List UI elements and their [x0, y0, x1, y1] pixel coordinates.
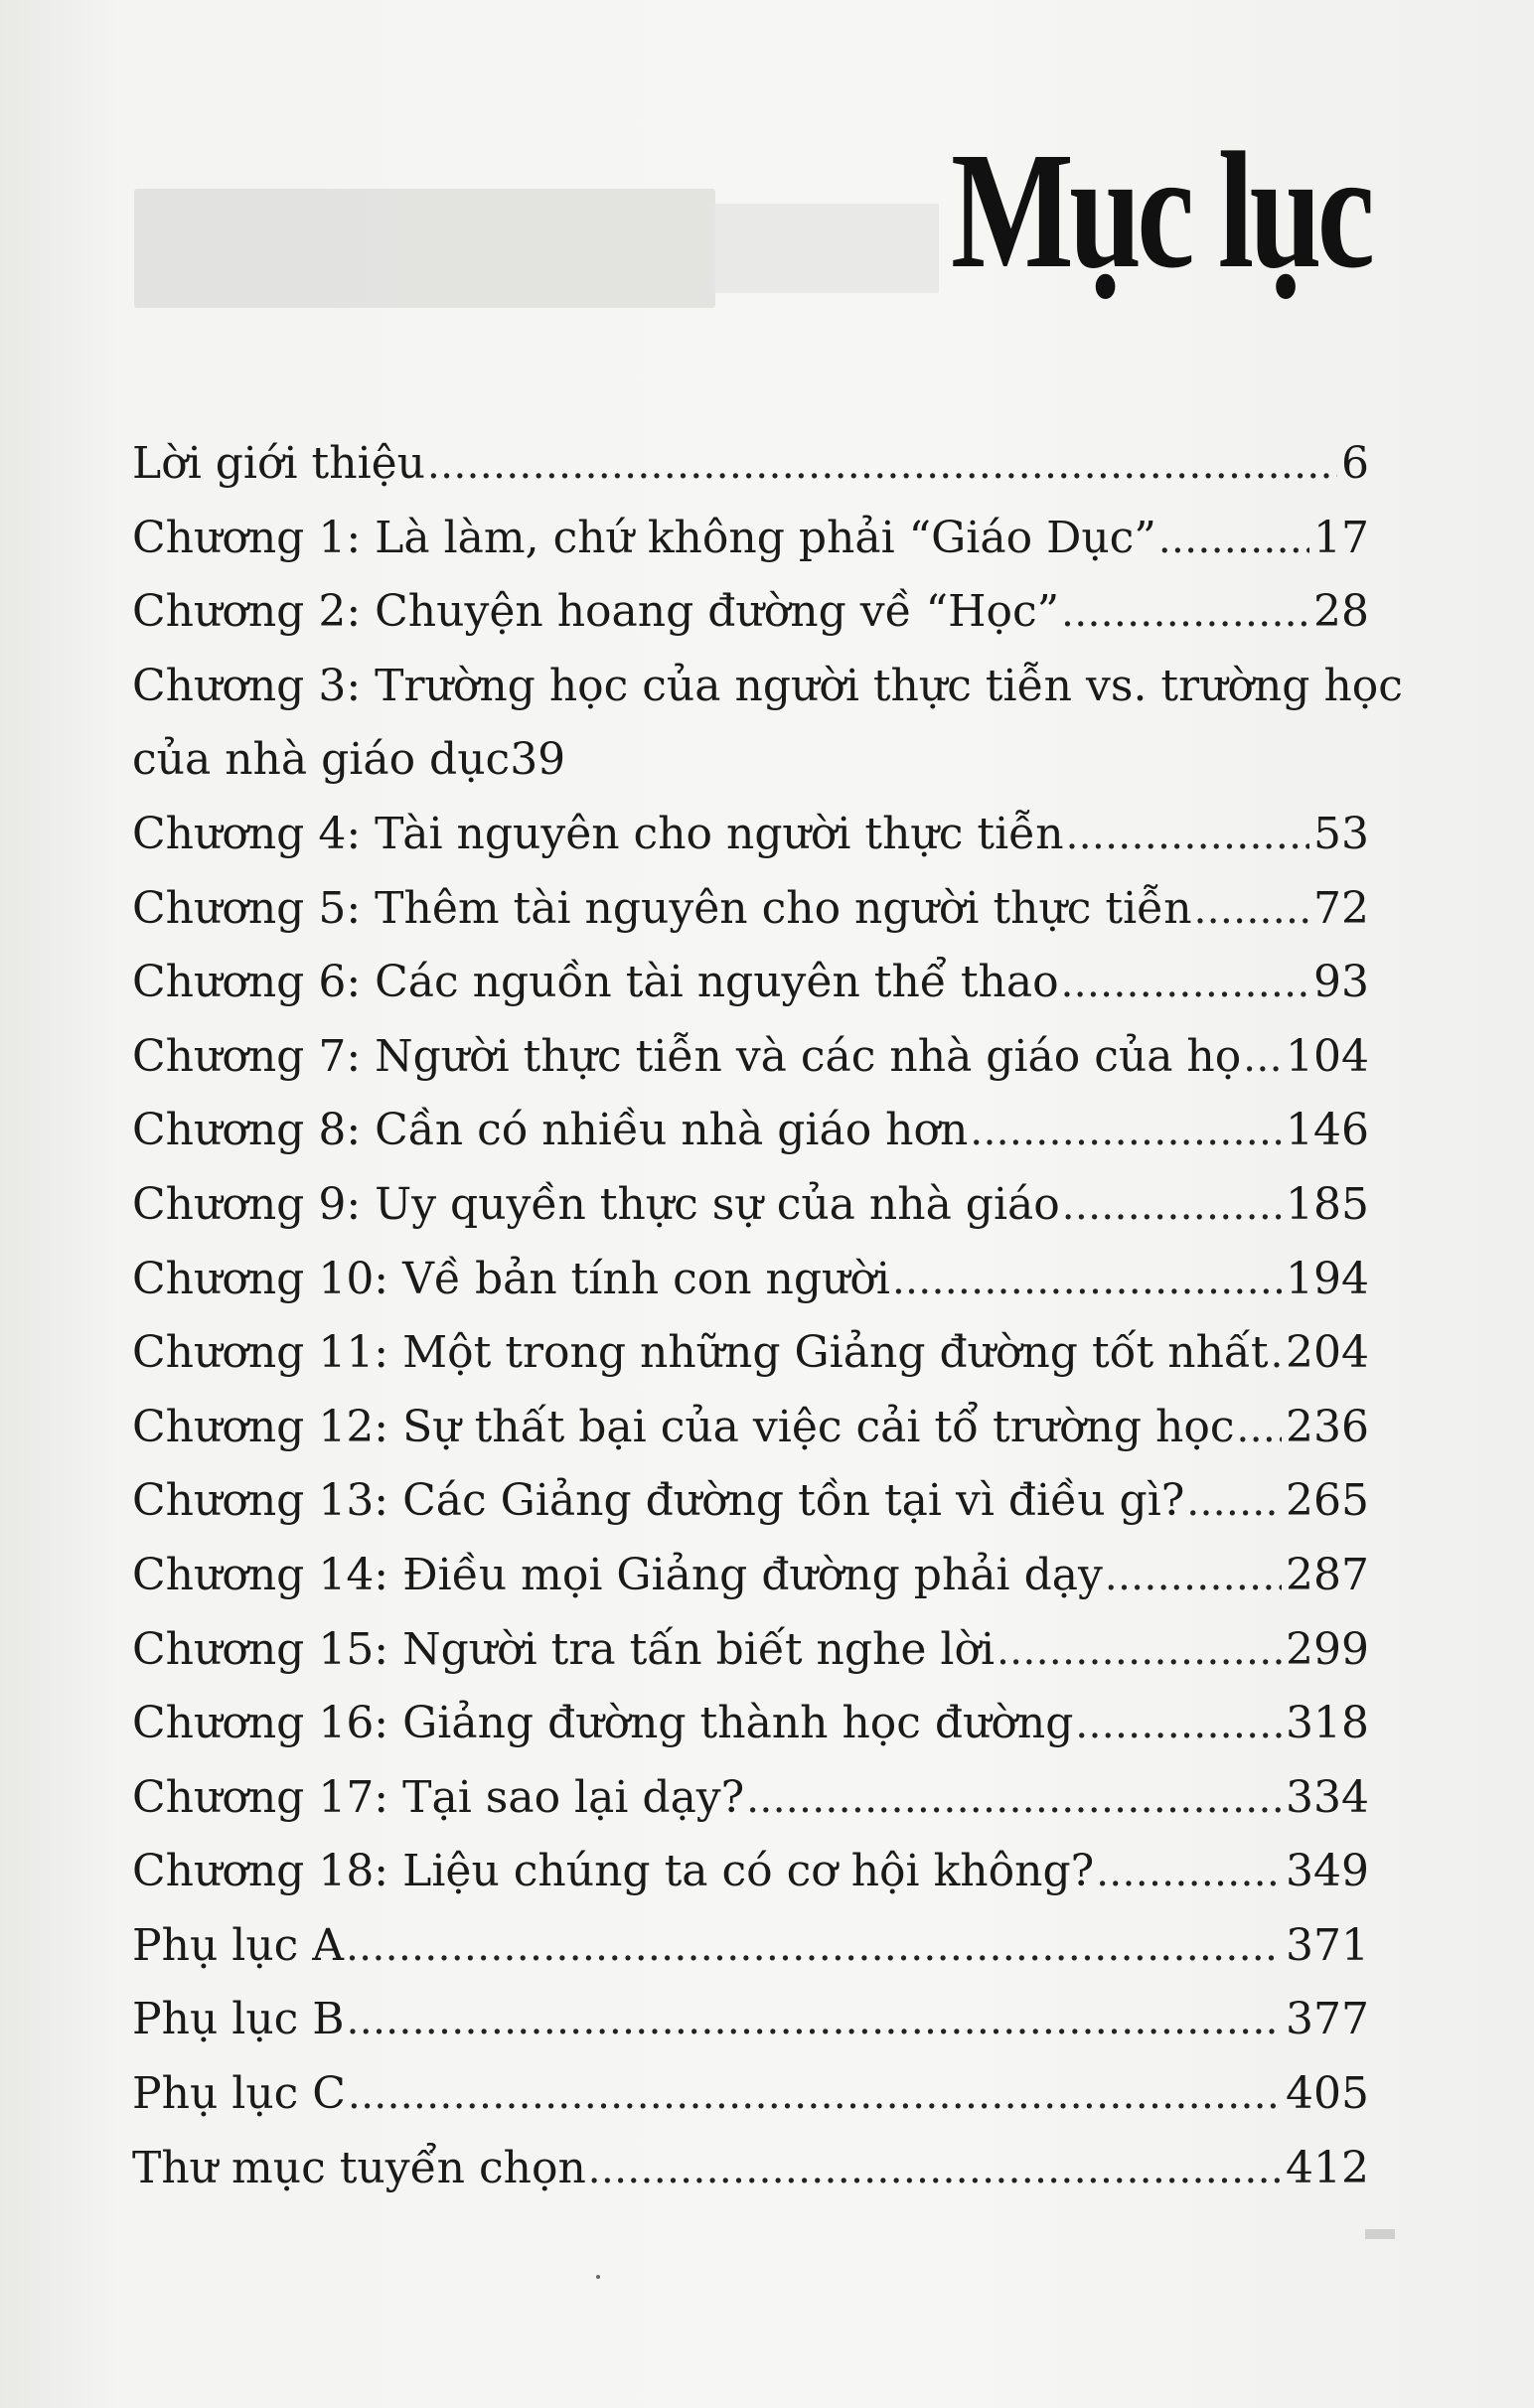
dot-leader: [1066, 799, 1309, 873]
toc-entry-label: Chương 6: Các nguồn tài nguyên thể thao: [132, 957, 1059, 1008]
toc-entry-page: 53: [1313, 808, 1369, 859]
dot-leader: [427, 428, 1337, 503]
dot-leader: [1075, 1688, 1282, 1762]
toc-entry-label-line2: của nhà giáo dục: [132, 734, 511, 786]
toc-entry-page: 236: [1286, 1401, 1369, 1452]
toc-entry-label: Chương 14: Điều mọi Giảng đường phải dạy: [132, 1549, 1103, 1600]
toc-entry: [132, 1983, 1369, 2057]
toc-entry: [132, 1909, 1369, 1984]
show-through-band: [134, 189, 715, 308]
toc-entry-label: Chương 15: Người tra tấn biết nghe lời: [132, 1623, 996, 1675]
toc-entry-label: Chương 12: Sự thất bại của việc cải tổ trường học: [132, 1401, 1235, 1452]
toc-entry: [132, 1687, 1369, 1761]
toc-entry-page: 185: [1286, 1178, 1369, 1230]
toc-entry-page: 287: [1286, 1549, 1369, 1600]
toc-entry-line2: [132, 723, 1369, 798]
toc-entry-label: Chương 16: Giảng đường thành học đường: [132, 1698, 1074, 1749]
dot-leader: [348, 2058, 1282, 2133]
toc-entry: [132, 946, 1369, 1020]
toc-entry-page: 93: [1313, 957, 1369, 1008]
dot-leader: [588, 2133, 1282, 2207]
dot-leader: [1243, 1021, 1282, 1096]
toc-entry-page: 371: [1286, 1919, 1369, 1971]
toc-entry: [132, 1168, 1369, 1243]
dot-leader: [1186, 1465, 1282, 1540]
toc-entry-page: 412: [1286, 2142, 1369, 2193]
page-title: Mục lục: [950, 118, 1370, 303]
toc-entry: [132, 1316, 1369, 1391]
toc-entry-label: Chương 17: Tại sao lại dạy?: [132, 1771, 745, 1823]
toc-entry-page: 377: [1286, 1994, 1369, 2045]
toc-entry: [132, 1464, 1369, 1539]
toc-entry-label: Thư mục tuyển chọn: [132, 2142, 586, 2193]
toc-entry-label: Chương 11: Một trong những Giảng đường tốt nhất: [132, 1327, 1269, 1379]
toc-entry: [132, 502, 1369, 576]
dot-leader: [892, 1244, 1282, 1318]
dot-leader: [746, 1762, 1282, 1837]
toc-entry: [132, 872, 1369, 947]
toc-entry-page: 334: [1286, 1771, 1369, 1823]
scan-smudge: [1365, 2229, 1395, 2239]
toc-entry-page: 349: [1286, 1846, 1369, 1897]
toc-entry-label: Lời giới thiệu: [132, 438, 426, 489]
toc-entry-page: 265: [1286, 1475, 1369, 1527]
speck: [596, 2275, 600, 2279]
dot-leader: [1271, 1317, 1282, 1392]
toc-entry-page: 318: [1286, 1698, 1369, 1749]
toc-entry: [132, 1835, 1369, 1909]
toc-entry-page: 6: [1341, 438, 1369, 489]
toc-entry-page: 194: [1286, 1253, 1369, 1304]
toc-entry-label: Chương 4: Tài nguyên cho người thực tiễn: [132, 808, 1064, 859]
toc-entry-label: Phụ lục A: [132, 1919, 345, 1971]
toc-entry: [132, 650, 1403, 798]
toc-entry: [132, 1539, 1369, 1613]
dot-leader: [997, 1614, 1282, 1689]
toc-entry-label-line1: Chương 3: Trường học của người thực tiễn vs. trường học: [132, 660, 1403, 711]
dot-leader: [1096, 1836, 1282, 1910]
toc-entry-label: Chương 5: Thêm tài nguyên cho người thực tiễn: [132, 882, 1192, 934]
toc-entry: [132, 1094, 1369, 1168]
toc-entry-label: Chương 1: Là làm, chứ không phải “Giáo Dục”: [132, 512, 1156, 563]
dot-leader: [1237, 1392, 1282, 1466]
toc-entry-label: Chương 18: Liệu chúng ta có cơ hội không?: [132, 1846, 1095, 1897]
dot-leader: [1194, 873, 1309, 948]
dot-leader: [1158, 503, 1309, 577]
toc-entry: [132, 427, 1369, 502]
show-through-band-2: [710, 204, 939, 293]
dot-leader: [347, 1984, 1282, 2058]
toc-entry: [132, 2057, 1369, 2132]
toc-entry-page: 299: [1286, 1623, 1369, 1675]
toc-entry-label: Chương 2: Chuyện hoang đường về “Học”: [132, 586, 1060, 638]
toc-entry-page: 204: [1286, 1327, 1369, 1379]
dot-leader: [1105, 1540, 1282, 1614]
toc-entry: [132, 1020, 1369, 1095]
toc-entry: [132, 1613, 1369, 1688]
dot-leader: [970, 1095, 1282, 1169]
dot-leader: [346, 1910, 1282, 1985]
toc-entry-page: 72: [1313, 882, 1369, 934]
toc-entry-label: Phụ lục C: [132, 2068, 346, 2120]
toc-entry: [132, 1243, 1369, 1317]
toc-entry-label: Chương 7: Người thực tiễn và các nhà giáo của họ: [132, 1030, 1242, 1082]
toc-entry-label: Chương 10: Về bản tính con người: [132, 1253, 890, 1304]
toc-entry-page: 17: [1313, 512, 1369, 563]
toc-entry: [132, 1761, 1369, 1836]
toc-entry-page: 28: [1313, 586, 1369, 638]
toc-entry: [132, 2132, 1369, 2206]
toc-entry-label: Chương 8: Cần có nhiều nhà giáo hơn: [132, 1105, 969, 1156]
toc-entry: [132, 575, 1369, 650]
toc-entry-label: Chương 9: Uy quyền thực sự của nhà giáo: [132, 1178, 1060, 1230]
toc-entry-page: 104: [1286, 1030, 1369, 1082]
toc-entry-page: 146: [1286, 1105, 1369, 1156]
dot-leader: [1062, 1169, 1282, 1244]
toc-entry-page: 405: [1286, 2068, 1369, 2120]
table-of-contents: [132, 427, 1403, 2205]
dot-leader: [1061, 947, 1309, 1021]
toc-entry: [132, 798, 1369, 872]
toc-entry-label: Chương 13: Các Giảng đường tồn tại vì điều gì?: [132, 1475, 1185, 1527]
toc-entry: [132, 1391, 1369, 1465]
dot-leader: [1061, 576, 1309, 651]
toc-entry-page: 39: [510, 734, 566, 786]
toc-entry-label: Phụ lục B: [132, 1994, 345, 2045]
